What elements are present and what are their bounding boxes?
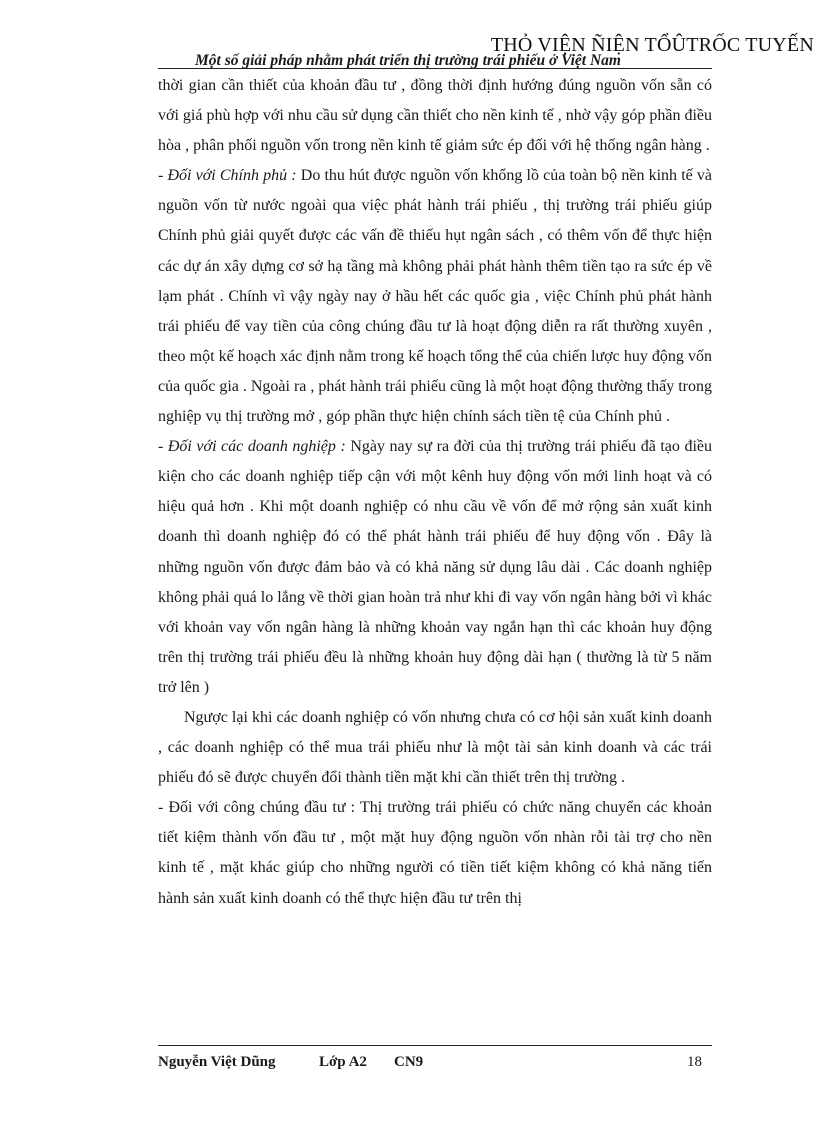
running-header: Một số giải pháp nhằm phát triển thị trường trái phiếu ở Việt Nam bbox=[194, 52, 621, 69]
footer-author: Nguyễn Việt Dũng bbox=[158, 1054, 276, 1070]
paragraph-continuation bbox=[158, 71, 712, 161]
paragraph-investors bbox=[158, 793, 712, 913]
paragraph-text: Ngược lại khi các doanh nghiệp có vốn nhưng chưa có cơ hội sản xuất kinh doanh , các doanh nghiệp có thể mua trái phiếu như là một tài sản kinh doanh và các trái phiếu đó sẽ được chuyển đổi thành tiền mặt khi cần thiết trên thị trường . bbox=[158, 708, 712, 787]
paragraph-text: thời gian cần thiết của khoản đầu tư , đồng thời định hướng đúng nguồn vốn sẵn có với giá phù hợp với nhu cầu sử dụng cần thiết cho nền kinh tế , nhờ vậy góp phần điều hòa , phân phối nguồn vốn trong nền kinh tế giảm sức ép đối với hệ thống ngân hàng . bbox=[158, 77, 712, 155]
header-rule bbox=[158, 68, 712, 69]
footer-rule bbox=[158, 1045, 712, 1046]
page-footer bbox=[158, 1054, 712, 1076]
body-text bbox=[158, 71, 712, 914]
paragraph-lead: - Đối với các doanh nghiệp : bbox=[158, 438, 346, 456]
paragraph-conversely bbox=[158, 703, 712, 793]
paragraph-lead: - Đối với Chính phủ : bbox=[158, 167, 297, 185]
paragraph-government bbox=[158, 161, 712, 432]
watermark: THỎ VIỆN ÑIỆN TỔÛTRỐC TUYẾN bbox=[490, 34, 814, 56]
footer-group: CN9 bbox=[394, 1054, 424, 1070]
paragraph-text: Ngày nay sự ra đời của thị trường trái phiếu đã tạo điều kiện cho các doanh nghiệp tiếp cận với một kênh huy động vốn mới linh hoạt và có hiệu quả hơn . Khi một doanh nghiệp có nhu cầu về vốn để mở rộng sản xuất kinh doanh thì doanh nghiệp đó có thể phát hành trái phiếu để huy động vốn . Đây là những nguồn vốn được đảm bảo và có khả năng sử dụng lâu dài . Các doanh nghiệp không phải quá lo lắng về thời gian hoàn trả như khi đi vay vốn ngân hàng bởi vì khác với khoản vay vốn ngân hàng là những khoản vay ngắn hạn thì các khoản huy động trên thị trường trái phiếu đều là những khoản huy động dài hạn ( thường là từ 5 năm trở lên ) bbox=[158, 438, 712, 696]
footer-class: Lớp A2 bbox=[319, 1054, 367, 1070]
page-number: 18 bbox=[687, 1054, 702, 1070]
paragraph-text: Do thu hút được nguồn vốn khổng lồ của toàn bộ nền kinh tế và nguồn vốn từ nước ngoài qua việc phát hành trái phiếu , thị trường trái phiếu giúp Chính phủ giải quyết được các vấn đề thiếu hụt ngân sách , có thêm vốn để thực hiện các dự án xây dựng cơ sở hạ tầng mà không phải phát hành thêm tiền tạo ra sức ép về lạm phát . Chính vì vậy ngày nay ở hầu hết các quốc gia , việc Chính phủ phát hành trái phiếu để vay tiền của công chúng đầu tư là hoạt động diễn ra rất thường xuyên , theo một kế hoạch xác định nằm trong kế hoạch tổng thể của chiến lược huy động vốn của quốc gia . Ngoài ra , phát hành trái phiếu cũng là một hoạt động thường thấy trong nghiệp vụ thị trường mở , góp phần thực hiện chính sách tiền tệ của Chính phủ . bbox=[158, 167, 712, 426]
paragraph-text: - Đối với công chúng đầu tư : Thị trường trái phiếu có chức năng chuyển các khoản tiết kiệm thành vốn đầu tư , một mặt huy động nguồn vốn nhàn rỗi tài trợ cho nền kinh tế , mặt khác giúp cho những người có tiền tiết kiệm không có khả năng tiến hành sản xuất kinh doanh có thể thực hiện đầu tư trên thị bbox=[158, 799, 712, 907]
paragraph-enterprises bbox=[158, 432, 712, 703]
